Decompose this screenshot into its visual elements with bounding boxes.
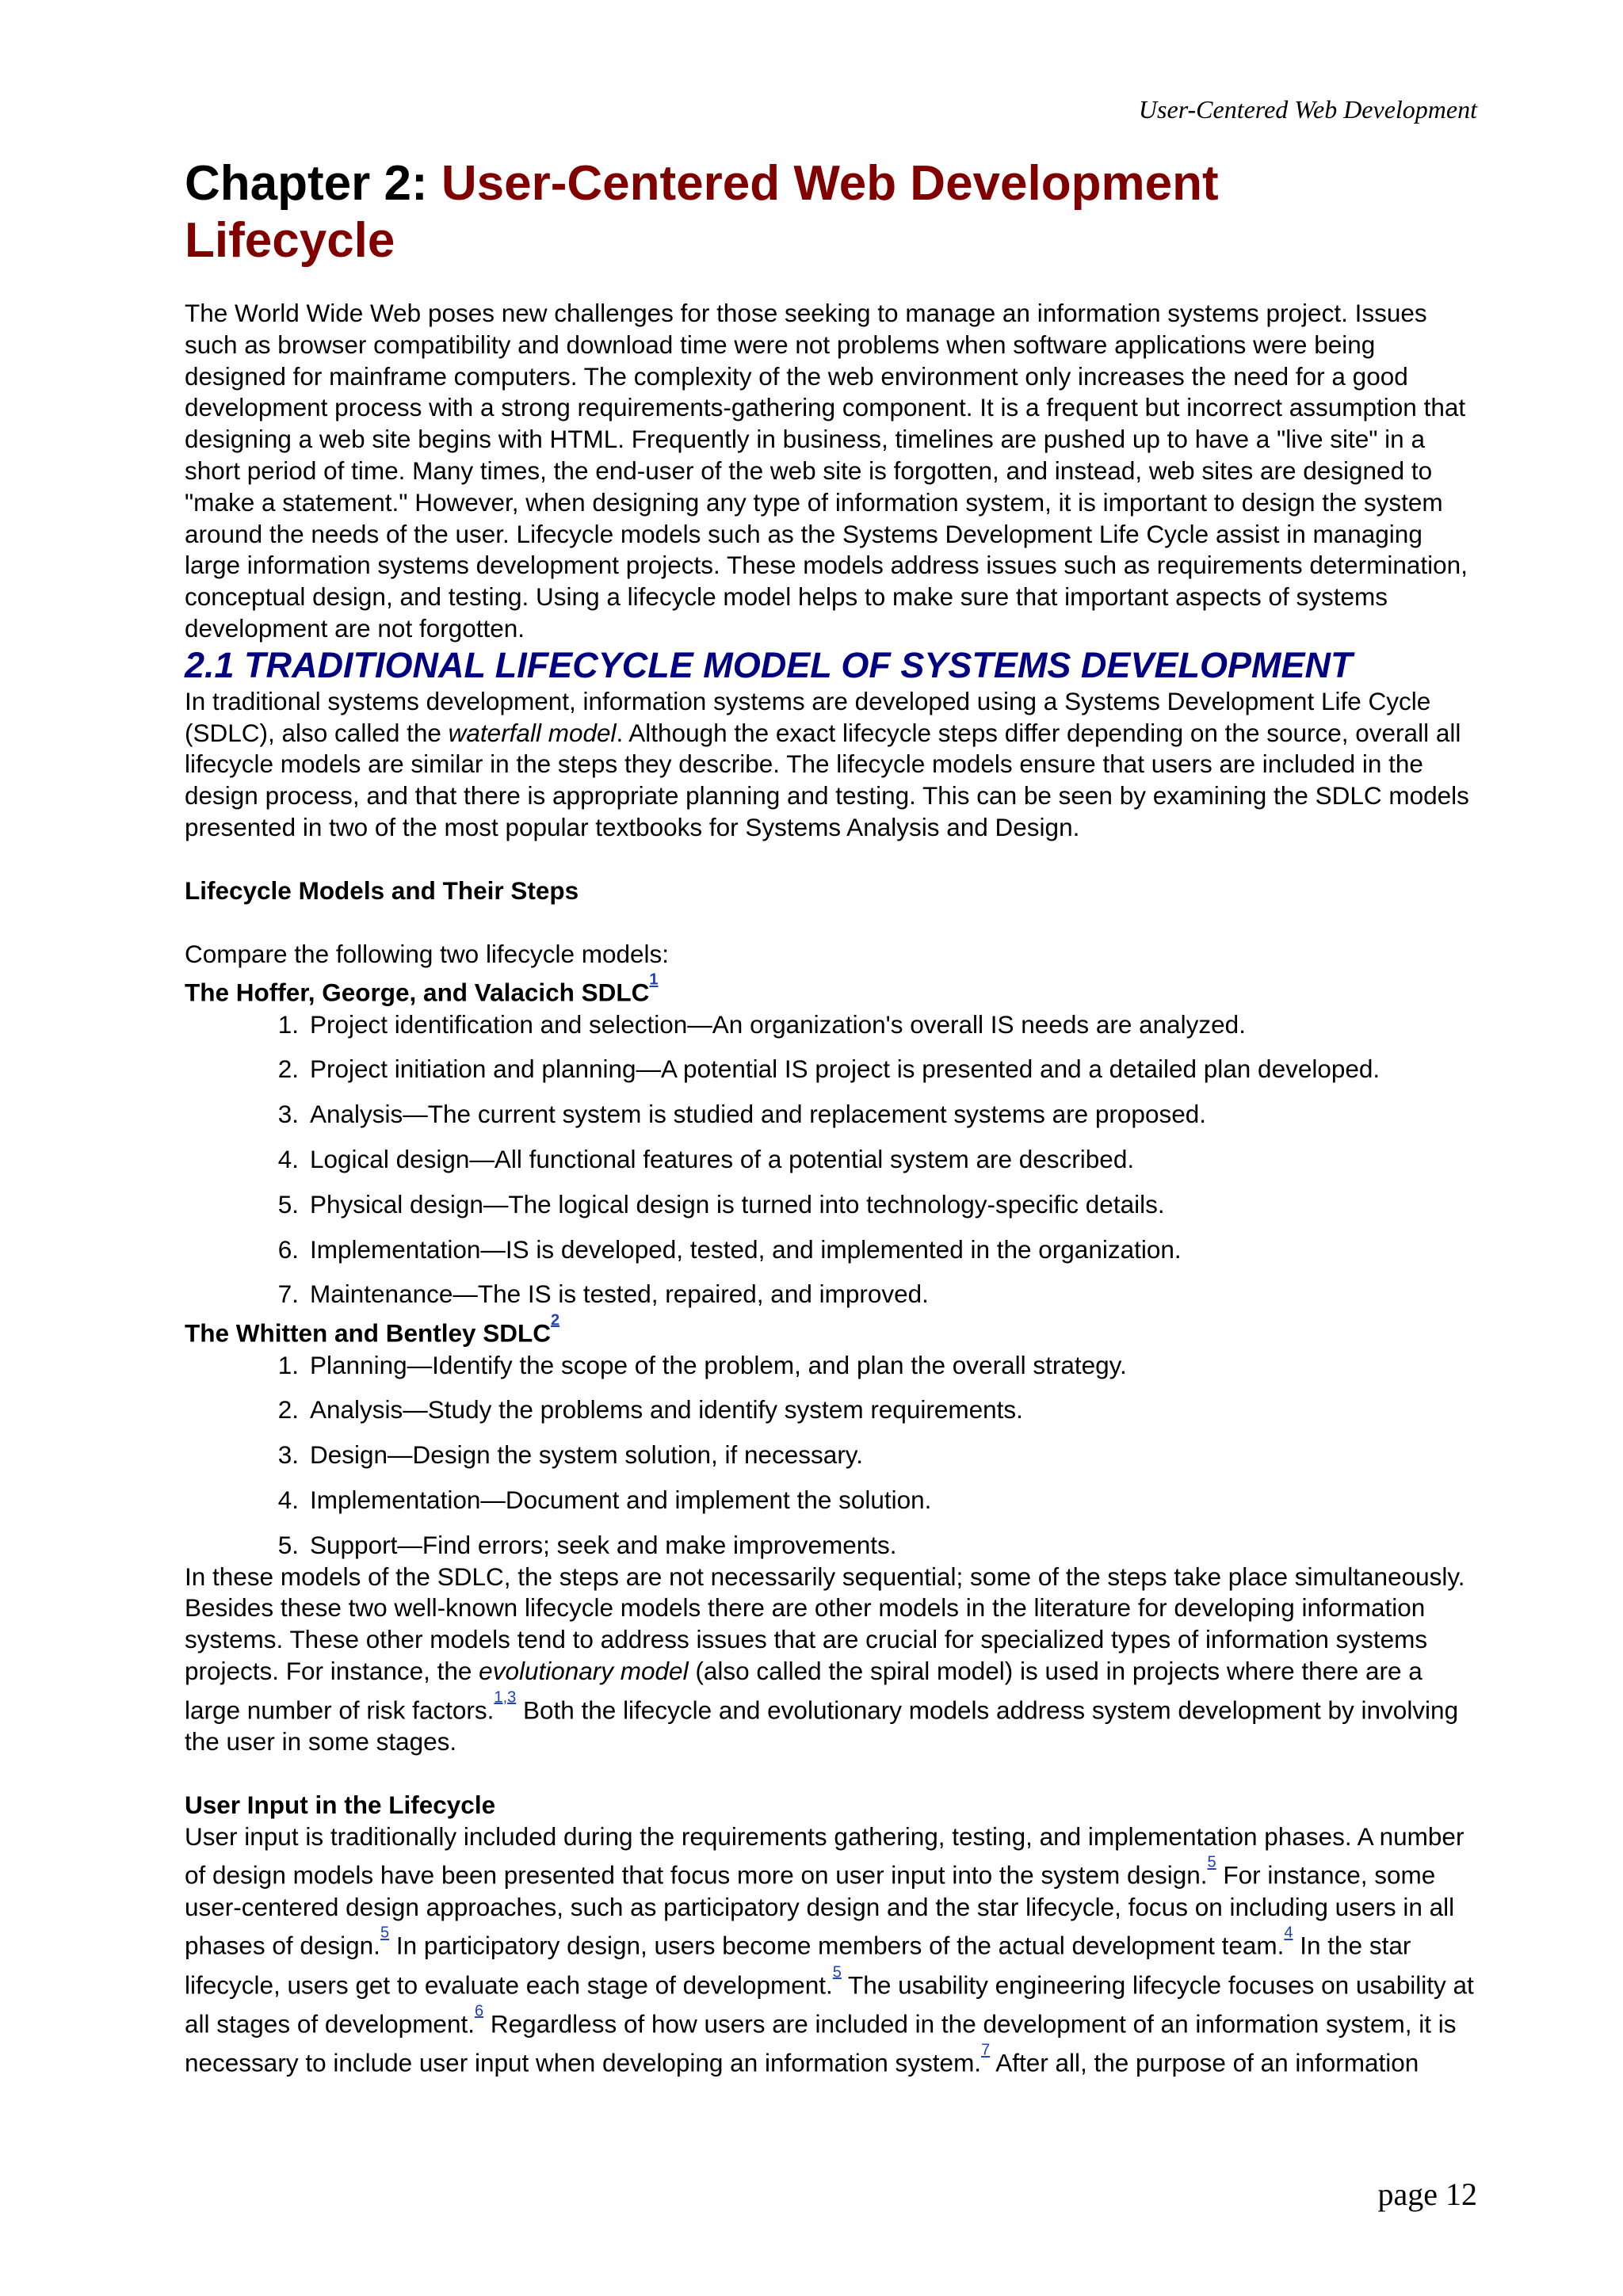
list-item-text: Logical design—All functional features of a potential system are described. (310, 1145, 1135, 1174)
sdlc-discussion-paragraph (185, 1562, 1480, 1758)
hoffer-sdlc-title (185, 970, 1480, 1009)
list-item-number: 6. (277, 1234, 299, 1264)
sdlc-discussion-text-end: Both the lifecycle and evolutionary models address system development by involving the user in some stages. (185, 1695, 1459, 1756)
section-2-1-text-start: In traditional systems development, information systems are developed using a Systems Development Life Cycle (SDLC), also called the (185, 686, 1431, 747)
user-input-text: Regardless of how users are included in the development of an information system, it is necessary to include user input when developing an information system. (185, 2009, 1457, 2077)
user-input-text: In participatory design, users become members of the actual development team. (389, 1931, 1285, 1960)
lifecycle-models-heading: Lifecycle Models and Their Steps (185, 875, 579, 905)
chapter-name: User-Centered Web Development Lifecycle (185, 156, 1219, 268)
sdlc-discussion-text-start: In these models of the SDLC, the steps are not necessarily sequential; some of the steps take place simultaneously. Besides these two well-known lifecycle models there are other models in the literature for developing information systems. These other models tend to address issues that are crucial for specialized types of information systems projects. For instance, the (185, 1562, 1465, 1685)
list-item-number: 5. (277, 1530, 299, 1559)
list-item-text: Planning—Identify the scope of the problem, and plan the overall strategy. (310, 1350, 1127, 1379)
section-2-1-paragraph (185, 686, 1480, 844)
section-2-1-text-end: . Although the exact lifecycle steps differ depending on the source, overall all lifecycle models are similar in the steps they describe. The lifecycle models ensure that users are included in the design process, and that there is appropriate planning and testing. This can be seen by examining the SDLC models presented in two of the most popular textbooks for Systems Analysis and Design. (185, 718, 1469, 841)
user-input-text: User input is traditionally included during the requirements gathering, testing, and implementation phases. A number of design models have been presented that focus more on user input into the system design. (185, 1821, 1465, 1890)
footnote-link-5[interactable]: 5 (380, 1924, 390, 1942)
whitten-sdlc-title-text: The Whitten and Bentley SDLC (185, 1318, 552, 1348)
list-item-number: 5. (277, 1189, 299, 1219)
spacer (185, 1758, 1480, 1790)
whitten-steps-list (185, 1350, 1480, 1562)
sdlc-discussion-text-mid: (also called the spiral model) is used in projects where there are a large number of risk factors. (185, 1656, 1423, 1725)
list-item (277, 1440, 1480, 1471)
user-input-text: In the star lifecycle, users get to evaluate each stage of development. (185, 1931, 1411, 2000)
section-heading-2-1: 2.1 TRADITIONAL LIFECYCLE MODEL OF SYSTEMS DEVELOPMENT (185, 644, 1353, 685)
list-item-text: Support—Find errors; seek and make improvements. (310, 1530, 897, 1559)
list-item-text: Project initiation and planning—A potential IS project is presented and a detailed plan developed. (310, 1055, 1381, 1084)
list-item-number: 1. (277, 1350, 299, 1379)
list-item-number: 4. (277, 1145, 299, 1174)
footnote-link-1[interactable]: 1 (649, 971, 659, 989)
list-item-number: 3. (277, 1440, 299, 1470)
compare-text: Compare the following two lifecycle models: (185, 939, 670, 968)
page-number: page 12 (1377, 2176, 1477, 2212)
document-body (185, 298, 1480, 2080)
running-header: User-Centered Web Development (1138, 95, 1477, 124)
footnote-link-5[interactable]: 5 (1207, 1853, 1216, 1871)
list-item-text: Implementation—Document and implement the solution. (310, 1485, 932, 1514)
whitten-sdlc-title (185, 1310, 1480, 1349)
footnote-link-7[interactable]: 7 (981, 2041, 991, 2059)
footnote-link-1[interactable]: 1 (494, 1688, 503, 1706)
list-item-text: Analysis—Study the problems and identify system requirements. (310, 1395, 1023, 1425)
list-item (277, 1394, 1480, 1426)
list-item-text: Maintenance—The IS is tested, repaired, and improved. (310, 1280, 929, 1309)
hoffer-sdlc-title-text: The Hoffer, George, and Valacich SDLC (185, 978, 650, 1007)
list-item (277, 1099, 1480, 1131)
user-input-text: For instance, some user-centered design approaches, such as participatory design and the star lifecycle, focus on including users in all phases of design. (185, 1860, 1455, 1960)
list-item-number: 1. (277, 1009, 299, 1039)
spacer (185, 907, 1480, 939)
waterfall-model-term: waterfall model (448, 718, 617, 747)
user-input-text: The usability engineering lifecycle focuses on usability at all stages of development. (185, 1970, 1474, 2039)
evolutionary-model-term: evolutionary model (479, 1656, 689, 1685)
list-item (277, 1009, 1480, 1041)
list-item-number: 3. (277, 1100, 299, 1129)
list-item (277, 1054, 1480, 1085)
list-item-number: 4. (277, 1485, 299, 1514)
list-item (277, 1144, 1480, 1176)
list-item (277, 1485, 1480, 1516)
list-item-text: Physical design—The logical design is turned into technology-specific details. (310, 1189, 1165, 1219)
user-input-text: After all, the purpose of an information (990, 2048, 1419, 2077)
list-item-text: Design—Design the system solution, if necessary. (310, 1440, 863, 1470)
chapter-title (185, 155, 1421, 269)
footnote-link-4[interactable]: 4 (1284, 1924, 1293, 1942)
list-item-text: Project identification and selection—An organization's overall IS needs are analyzed. (310, 1009, 1246, 1039)
chapter-label: Chapter 2: (185, 156, 441, 211)
list-item-number: 2. (277, 1055, 299, 1084)
footnote-link-separator[interactable]: , (502, 1688, 508, 1706)
user-input-heading: User Input in the Lifecycle (185, 1790, 496, 1819)
list-item (277, 1234, 1480, 1266)
spacer (185, 844, 1480, 875)
footnote-link-3[interactable]: 3 (507, 1688, 517, 1706)
list-item-text: Implementation—IS is developed, tested, and implemented in the organization. (310, 1234, 1182, 1264)
list-item (277, 1279, 1480, 1310)
list-item-number: 2. (277, 1395, 299, 1425)
list-item-text: Analysis—The current system is studied and replacement systems are proposed. (310, 1100, 1207, 1129)
list-item (277, 1350, 1480, 1382)
hoffer-steps-list (185, 1009, 1480, 1311)
intro-paragraph: The World Wide Web poses new challenges for those seeking to manage an information systems project. Issues such as browser compatibility and download time were not problems when software applications were being designed for mainframe computers. The complexity of the web environment only increases the need for a good development process with a strong requirements-gathering component. It is a frequent but incorrect assumption that designing a web site begins with HTML. Frequently in business, timelines are pushed up to have a "live site" in a short period of time. Many times, the end-user of the web site is forgotten, and instead, web sites are designed to "make a statement." However, when designing any type of information system, it is important to design the system around the needs of the user. Lifecycle models such as the Systems Development Life Cycle assist in managing large information systems development projects. These models address issues such as requirements determination, conceptual design, and testing. Using a lifecycle model helps to make sure that important aspects of systems development are not forgotten. (185, 299, 1468, 643)
list-item (277, 1189, 1480, 1221)
footnote-link-5[interactable]: 5 (832, 1963, 842, 1981)
list-item (277, 1530, 1480, 1562)
user-input-paragraph (185, 1821, 1480, 2080)
footnote-link-2[interactable]: 2 (551, 1311, 560, 1329)
list-item-number: 7. (277, 1280, 299, 1309)
footnote-link-6[interactable]: 6 (474, 2002, 484, 2020)
